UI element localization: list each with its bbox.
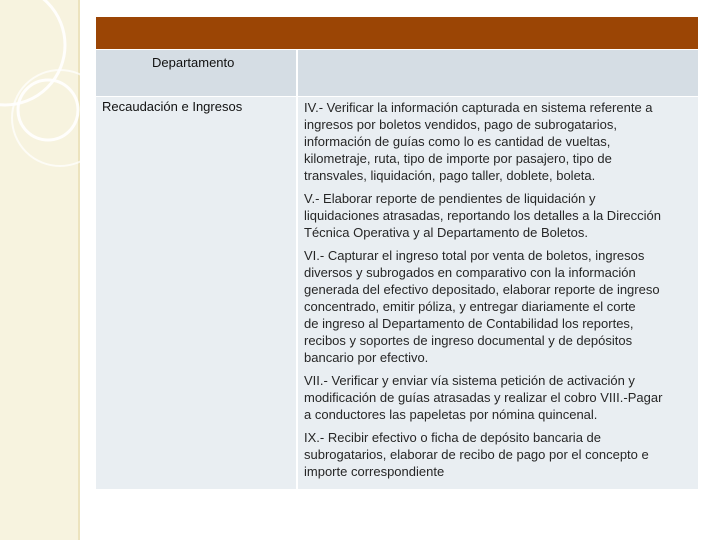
function-item-iv: IV.- Verificar la información capturada en sistema referente a ingresos por boletos vendidos, pago de subrogatarios, información de guías como lo es cantidad de vueltas, kilometraje, ruta, tipo de importe por pasajero, tipo de transvales, liquidación, pago taller, doblete, boleta. bbox=[304, 100, 653, 183]
department-functions-table bbox=[96, 17, 698, 489]
decorative-circles bbox=[0, 0, 80, 200]
department-name: Recaudación e Ingresos bbox=[102, 99, 243, 114]
body-cell-department bbox=[96, 97, 296, 489]
functions-list bbox=[304, 99, 696, 486]
function-item-vi: VI.- Capturar el ingreso total por venta de boletos, ingresos diversos y subrogados en comparativo con la información generada del efectivo depositado, elaborar reporte de ingreso concentrado, emitir póliza, y entregar diariamente el corte de ingreso al Departamento de Contabilidad los reportes, recibos y soportes de ingreso documental y de depósitos bancario por efectivo. bbox=[304, 248, 660, 365]
header-cell-functions bbox=[298, 50, 698, 96]
column-header-departamento: Departamento bbox=[152, 55, 235, 70]
function-item-v: V.- Elaborar reporte de pendientes de liquidación y liquidaciones atrasadas, reportando los detalles a la Dirección Técnica Operativa y al Departamento de Boletos. bbox=[304, 191, 661, 240]
function-item-ix: IX.- Recibir efectivo o ficha de depósito bancaria de subrogatarios, elaborar de recibo de pago por el concepto e importe correspondiente bbox=[304, 430, 649, 479]
table-header-band bbox=[96, 17, 698, 49]
function-item-vii: VII.- Verificar y enviar vía sistema petición de activación y modificación de guías atrasadas y realizar el cobro VIII.-Pagar a conductores las papeletas por nómina quincenal. bbox=[304, 373, 663, 422]
